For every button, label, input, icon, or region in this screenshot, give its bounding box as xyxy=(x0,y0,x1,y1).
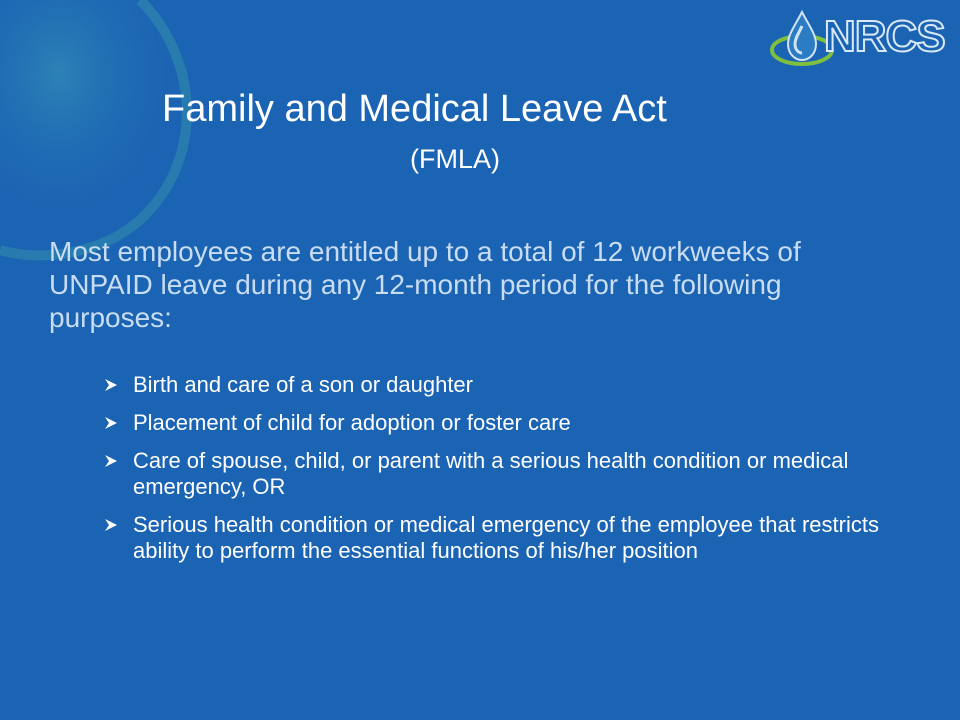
arrow-bullet-icon xyxy=(104,378,118,392)
bullet-text: Care of spouse, child, or parent with a serious health condition or medical emergency, OR xyxy=(133,448,849,499)
intro-paragraph: Most employees are entitled up to a total of 12 workweeks of UNPAID leave during any 12-month period for the following purposes: xyxy=(49,236,801,333)
bullet-text: Birth and care of a son or daughter xyxy=(133,372,473,397)
list-item xyxy=(104,410,894,436)
water-drop-icon xyxy=(772,12,832,64)
bullet-text: Serious health condition or medical emergency of the employee that restricts ability to perform the essential functions of his/her position xyxy=(133,512,879,563)
list-item xyxy=(104,512,894,564)
bullet-text: Placement of child for adoption or foster care xyxy=(133,410,571,435)
nrcs-logo xyxy=(768,6,950,72)
arrow-bullet-icon xyxy=(104,416,118,430)
list-item xyxy=(104,372,894,398)
list-item xyxy=(104,448,894,500)
arrow-bullet-icon xyxy=(104,454,118,468)
bullet-list xyxy=(104,372,894,576)
title-sub: (FMLA) xyxy=(410,144,500,174)
title-main: Family and Medical Leave Act xyxy=(162,88,667,130)
logo-text: NRCS xyxy=(824,12,945,61)
arrow-bullet-icon xyxy=(104,518,118,532)
